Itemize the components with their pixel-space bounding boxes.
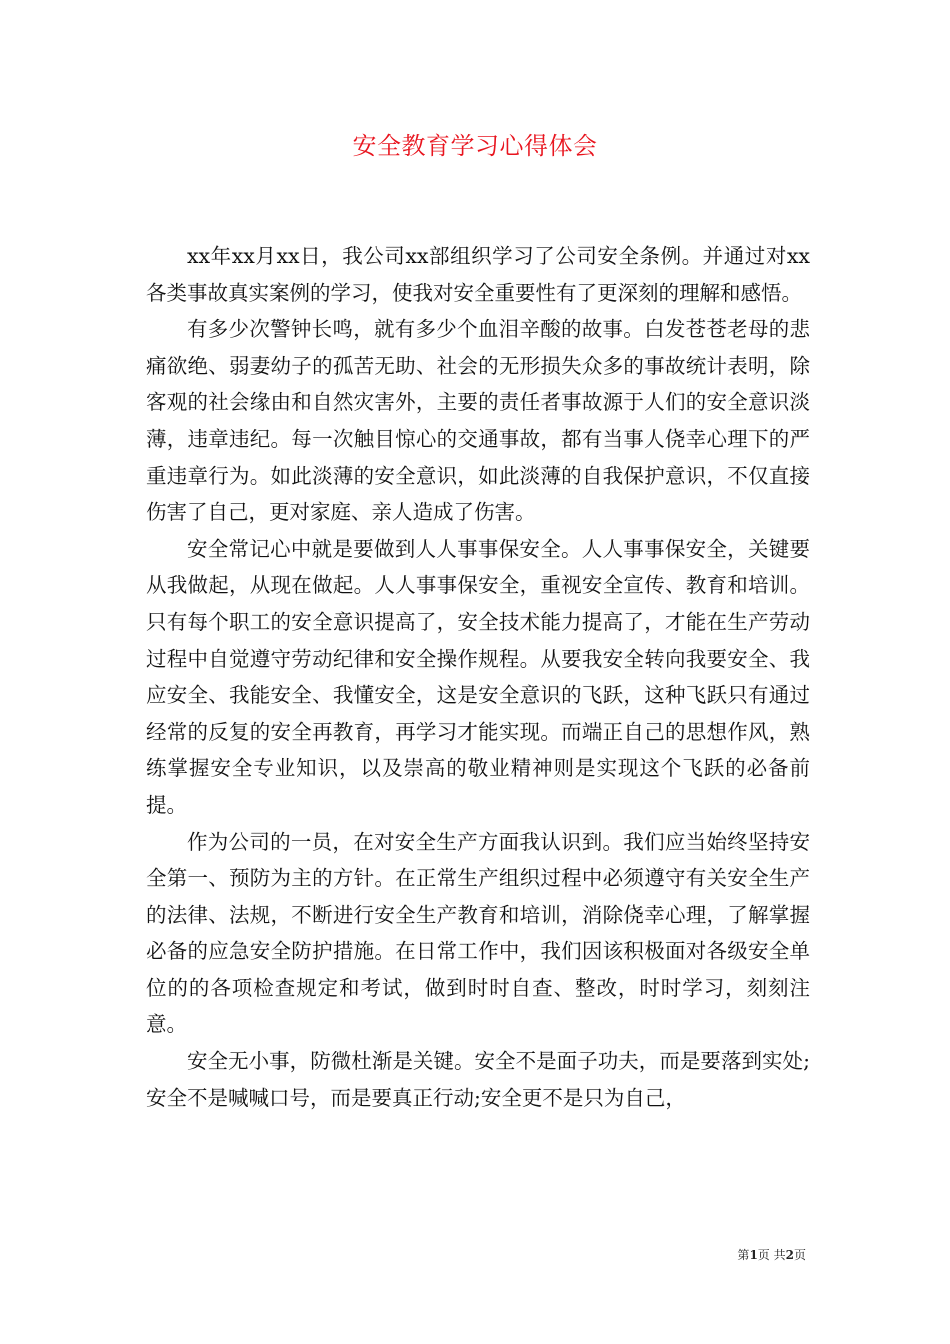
paragraph: 安全无小事，防微杜渐是关键。安全不是面子功夫，而是要落到实处;安全不是喊喊口号，而是要真正行动;安全更不是只为自己， [146,1049,810,1110]
page-number-footer [737,1247,806,1263]
paragraph: 有多少次警钟长鸣，就有多少个血泪辛酸的故事。白发苍苍老母的悲痛欲绝、弱妻幼子的孤苦无助、社会的无形损失众多的事故统计表明，除客观的社会缘由和自然灾害外，主要的责任者事故源于人们的安全意识淡薄，违章违纪。每一次触目惊心的交通事故，都有当事人侥幸心理下的严重违章行为。如此淡薄的安全意识，如此淡薄的自我保护意识，不仅直接伤害了自己，更对家庭、亲人造成了伤害。 [146,317,810,525]
paragraph: xx年xx月xx日，我公司xx部组织学习了公司安全条例。并通过对xx各类事故真实案例的学习，使我对安全重要性有了更深刻的理解和感悟。 [146,244,810,305]
footer-prefix: 第 [737,1248,750,1262]
paragraph: 安全常记心中就是要做到人人事事保安全。人人事事保安全，关键要从我做起，从现在做起。人人事事保安全，重视安全宣传、教育和培训。只有每个职工的安全意识提高了，安全技术能力提高了，才能在生产劳动过程中自觉遵守劳动纪律和安全操作规程。从要我安全转向我要安全、我应安全、我能安全、我懂安全，这是安全意识的飞跃，这种飞跃只有通过经常的反复的安全再教育，再学习才能实现。而端正自己的思想作风，熟练掌握安全专业知识，以及崇高的敬业精神则是实现这个飞跃的必备前提。 [146,536,810,817]
document-body [146,238,810,1116]
document-title: 安全教育学习心得体会 [352,132,598,160]
current-page-number: 1 [749,1248,758,1262]
total-page-number: 2 [785,1248,794,1262]
footer-middle: 页 共 [757,1248,786,1262]
paragraph: 作为公司的一员，在对安全生产方面我认识到。我们应当始终坚持安全第一、预防为主的方针。在正常生产组织过程中必须遵守有关安全生产的法律、法规，不断进行安全生产教育和培训，消除侥幸心理，了解掌握必备的应急安全防护措施。在日常工作中，我们因该积极面对各级安全单位的的各项检查规定和考试，做到时时自查、整改，时时学习，刻刻注意。 [146,829,810,1037]
footer-suffix: 页 [793,1248,806,1262]
